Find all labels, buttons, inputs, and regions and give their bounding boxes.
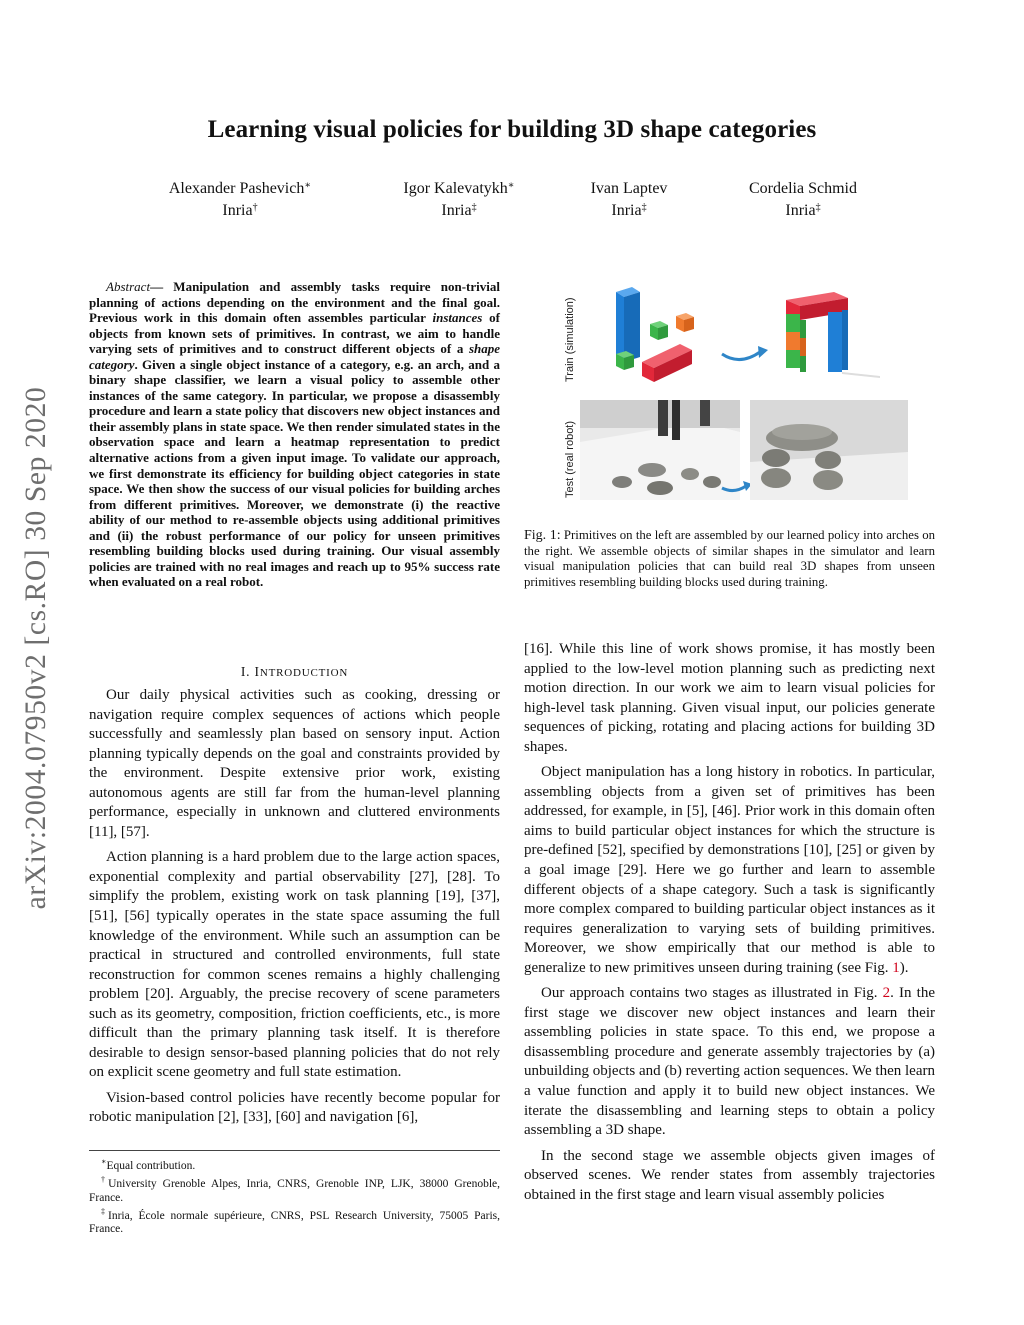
affiliation-mark: ‡ [641, 202, 647, 213]
affiliation-mark: † [252, 202, 258, 213]
author-mark: ∗ [304, 180, 312, 191]
paragraph-text: Our approach contains two stages as illustrated in Fig. [541, 985, 883, 1002]
paragraph: In the second stage we assemble objects given images of observed scenes. We render states from assembly trajectories obtained in the first stage and learn visual assembly policies [524, 1147, 935, 1203]
arxiv-identifier: arXiv:2004.07950v2 [cs.RO] 30 Sep 2020 [20, 386, 52, 910]
abstract-label: Abstract [106, 279, 151, 294]
section-heading [89, 664, 500, 680]
author-name: Igor Kalevatykh [403, 180, 508, 197]
author-name: Ivan Laptev [590, 180, 668, 197]
train-simulation-label: Train (simulation) [564, 297, 576, 382]
author-name: Cordelia Schmid [749, 180, 857, 197]
affiliation-mark: ‡ [815, 202, 821, 213]
footnote-text: Inria, École normale supérieure, CNRS, PSL Research University, 75005 Paris, France. [89, 1209, 500, 1236]
caption-label: Fig. 1: [524, 528, 561, 543]
paragraph-text: . In the first stage we discover new object instances and learn their assembling policies in state space. To this end, we propose a disassembling procedure and generate assembly trajectories by (a) unbuilding objects and (b) reverting action sequences. We then learn a value function and apply it to build new object instances. We iterate the disassembling and learning steps to obtain a policy assembling a 3D shape. [524, 985, 935, 1139]
author-mark: ∗ [507, 180, 515, 191]
paragraph: [16]. While this line of work shows promise, it has mostly been applied to the low-level motion planning such as predicting next motion direction. In our work we aim to learn visual policies for high-level task planning. Given visual input, our policies generate sequences of picking, rotating and placing actions for building 3D shapes. [524, 641, 935, 755]
footnotes [89, 1150, 500, 1236]
abstract-text: of objects from known sets of primitives. In contrast, we aim to handle varying sets of primitives and to construct different objects of a [89, 310, 500, 357]
figure-1-image [580, 282, 940, 500]
real-primitives-photo [580, 400, 740, 500]
paragraph: Action planning is a hard problem due to the large action spaces, exponential complexity and partial observability [27], [28]. To simplify the problem, existing work on task planning [19], [37], [51], [56] typically operates in the state space assuming the full knowledge of the environment. While such an assumption can be practical in structured and controlled environments, full state reconstruction for common scenes remains a highly challenging problem [20]. Arguably, the precise recovery of scene parameters such as its geometry, composition, friction coefficients, etc., is more difficult than the primary planning task itself. It is therefore desirable to design sensor-based planning policies that do not rely on explicit scene geometry and full state estimation. [89, 849, 500, 1081]
sim-primitives [616, 287, 694, 382]
right-column [524, 640, 935, 1211]
author-4 [693, 178, 913, 222]
test-real-robot-label: Test (real robot) [564, 420, 576, 498]
sim-arch [786, 292, 880, 378]
paper-title: Learning visual policies for building 3D shape categories [207, 116, 817, 143]
abstract-emphasis: instances [432, 310, 483, 326]
footnote-text: University Grenoble Alpes, Inria, CNRS, Grenoble INP, LJK, 38000 Grenoble, France. [89, 1177, 501, 1204]
abstract-text: . Given a single object instance of a category, e.g. an arch, and a binary shape classifier, we learn a visual policy to assemble other instances of the same category. In particular, we propose a disassembly procedure and learn a state policy that discovers new object instances and their assembly plans in state space. We then render simulated states in the observation space and learn a heatmap representation to predict alternative actions from a given input image. To validate our approach, we first demonstrate its efficiency for building object categories in state space. We then show the success of our visual policies for building arches from different primitives. Moreover, we demonstrate (i) the reactive ability of our method to re-assemble objects using additional primitives and (ii) the robust performance of our policy for unseen primitives resembling building blocks used during training. Our visual assembly policies are trained with no real images and reach up to 95% success rate when evaluated on a real robot. [89, 356, 500, 590]
paragraph: Vision-based control policies have recently become popular for robotic manipulation [2], [33], [60] and navigation [6], [89, 1089, 500, 1126]
abstract-text: Manipulation and assembly tasks require non-trivial planning of actions depending on the environment and the final goal. Previous work in this domain often assembles particular [89, 279, 500, 326]
footnote-mark: ∗ [101, 1157, 107, 1166]
author-name: Alexander Pashevich [168, 180, 305, 197]
figure-caption [524, 528, 935, 590]
affiliation-mark: ‡ [471, 202, 477, 213]
figure-reference-link[interactable]: 1 [892, 959, 900, 976]
footnote-text: Equal contribution. [106, 1159, 196, 1172]
paragraph [524, 763, 935, 978]
footnote-mark: † [101, 1174, 109, 1184]
paragraph [524, 984, 935, 1140]
abstract-emphasis: shape category [89, 341, 500, 372]
figure-row-label-top [558, 282, 582, 382]
section-title-rest: NTRODUCTION [259, 667, 349, 679]
author-affiliation: Inria [785, 202, 816, 219]
footnote [89, 1155, 500, 1173]
footnote-mark: ‡ [101, 1206, 109, 1216]
author-affiliation: Inria [611, 202, 642, 219]
abstract [89, 279, 500, 590]
footnote [89, 1205, 500, 1237]
paragraph-text: ). [899, 959, 909, 976]
figure-reference-link[interactable]: 2 [882, 985, 891, 1002]
real-arch-photo [750, 400, 908, 500]
caption-text: Primitives on the left are assembled by our learned policy into arches on the right. We assemble objects of similar shapes in the simulator and learn visual manipulation policies that can build real 3D shapes from unseen primitives resembling building blocks used during training. [524, 528, 935, 589]
figure-row-label-bottom [558, 400, 582, 500]
paragraph-text: Object manipulation has a long history in robotics. In particular, assembling objects from a given set of primitives has been addressed, for example, in [5], [46]. Prior work in this domain often aims to build particular object instances for which the structure is pre-defined [52], specified by demonstrations [10], [25] or given by a goal image [29]. Here we go further and learn to assemble different objects of a shape category. Such a task is significantly more complex compared to building particular object instances as it requires generalization to varying sets of building primitives. Moreover, we show empirically that our method is able to generalize to new primitives unseen during training (see Fig. [524, 764, 935, 976]
author-affiliation: Inria [222, 202, 253, 219]
footnote [89, 1173, 500, 1205]
abstract-dash: — [150, 279, 164, 294]
left-column [89, 686, 500, 1134]
arrow-head-icon [758, 346, 768, 358]
arrow-icon [722, 352, 760, 360]
author-1 [130, 178, 350, 222]
paragraph: Our daily physical activities such as cooking, dressing or navigation require complex sequences of actions which people successfully and seamlessly plan based on sensory input. Action planning typically depends on the goal and constraints provided by the environment. Despite extensive prior work, existing autonomous agents are still far from the human-level planning performance, especially in unknown and cluttered environments [11], [57]. [89, 687, 500, 840]
section-number: I. [240, 664, 255, 679]
section-initial: I [254, 664, 260, 679]
author-affiliation: Inria [441, 202, 472, 219]
